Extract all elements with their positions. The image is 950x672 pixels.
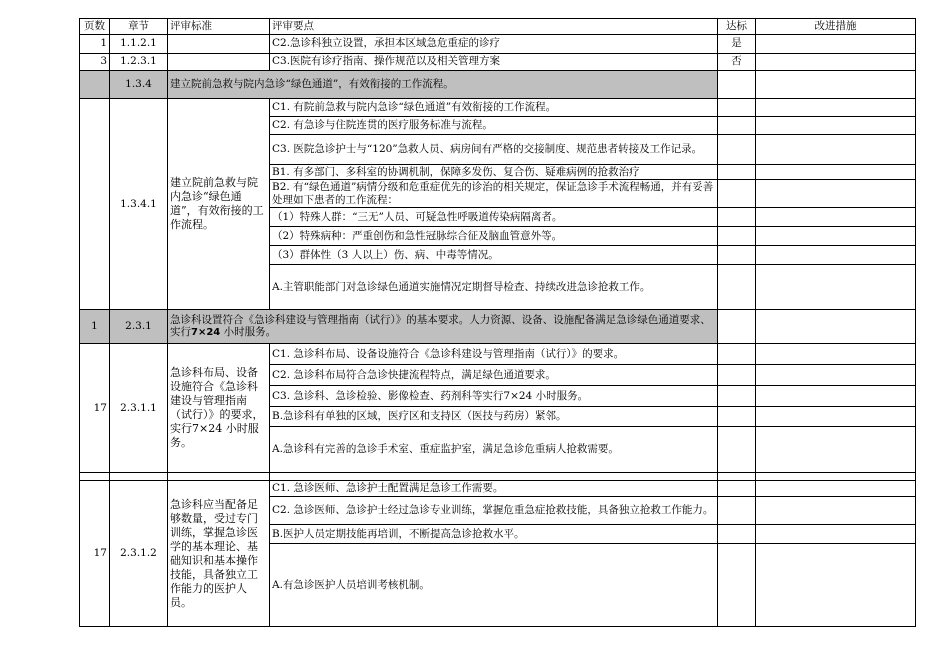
cell-point[interactable]: B1. 有多部门、多科室的协调机制，保障多发伤、复合伤、疑难病例的抢救治疗: [270, 164, 718, 180]
cell-improve[interactable]: [756, 208, 916, 227]
cell-chapter[interactable]: 1.2.3.1: [110, 53, 168, 70]
cell-standard[interactable]: [168, 53, 270, 70]
cell-improve[interactable]: [756, 164, 916, 180]
cell-improve[interactable]: [756, 525, 916, 544]
cell-met[interactable]: [718, 265, 756, 310]
cell-improve[interactable]: [756, 98, 916, 116]
cell-improve[interactable]: [756, 427, 916, 473]
cell-improve[interactable]: [756, 246, 916, 265]
header-points[interactable]: 评审要点: [270, 19, 718, 35]
cell-improve[interactable]: [756, 34, 916, 53]
cell-improve[interactable]: [756, 386, 916, 407]
cell-improve[interactable]: [756, 365, 916, 386]
cell-point[interactable]: A.有急诊医护人员培训考核机制。: [270, 544, 718, 627]
cell-chapter[interactable]: 2.3.1: [110, 310, 168, 344]
cell-chapter[interactable]: 2.3.1.1: [110, 344, 168, 473]
header-row: [80, 19, 916, 35]
cell-improve[interactable]: [756, 227, 916, 246]
cell-met[interactable]: [718, 497, 756, 525]
cell-point[interactable]: C3. 医院急诊护士与“120”急救人员、病房间有严格的交接制度、规范患者转接及工作记录。: [270, 134, 718, 164]
cell-page[interactable]: [80, 98, 110, 310]
cell-met[interactable]: [718, 481, 756, 497]
cell-standard[interactable]: 急诊科布局、设备设施符合《急诊科建设与管理指南（试行）》的要求，实行7×24 小时服务。: [168, 344, 270, 473]
table-row: [80, 344, 916, 365]
cell-standard[interactable]: 急诊科应当配备足够数量，受过专门训练，掌握急诊医学的基本理论、基础知识和基本操作技能，具备独立工作能力的医护人员。: [168, 481, 270, 627]
cell-met[interactable]: [718, 365, 756, 386]
cell-chapter[interactable]: 1.1.2.1: [110, 34, 168, 53]
cell-point[interactable]: A.急诊科有完善的急诊手术室、重症监护室，满足急诊危重病人抢救需要。: [270, 427, 718, 473]
cell-point[interactable]: A.主管职能部门对急诊绿色通道实施情况定期督导检查、持续改进急诊抢救工作。: [270, 265, 718, 310]
cell-point[interactable]: C1. 急诊科布局、设备设施符合《急诊科建设与管理指南（试行）》的要求。: [270, 344, 718, 365]
section-row: [80, 310, 916, 344]
cell-point[interactable]: （1）特殊人群：“三无”人员、可疑急性呼吸道传染病隔离者。: [270, 208, 718, 227]
cell-met[interactable]: [718, 180, 756, 208]
cell-improve[interactable]: [756, 53, 916, 70]
cell-chapter[interactable]: 2.3.1.2: [110, 481, 168, 627]
cell-point[interactable]: C2.急诊科独立设置，承担本区域急危重症的诊疗: [270, 34, 718, 53]
header-improve[interactable]: 改进措施: [756, 19, 916, 35]
cell-improve[interactable]: [756, 497, 916, 525]
cell-met[interactable]: [718, 344, 756, 365]
section-title-bold: 7×24: [191, 327, 221, 338]
cell-met[interactable]: [718, 227, 756, 246]
cell-improve[interactable]: [756, 344, 916, 365]
cell-page[interactable]: [80, 70, 110, 98]
cell-met[interactable]: [718, 246, 756, 265]
review-sheet: [79, 18, 916, 627]
cell-improve[interactable]: [756, 70, 916, 98]
cell-met[interactable]: [718, 164, 756, 180]
cell-met[interactable]: [718, 407, 756, 427]
table-row: [80, 34, 916, 53]
cell-page[interactable]: 3: [80, 53, 110, 70]
cell-improve[interactable]: [756, 481, 916, 497]
cell-improve[interactable]: [756, 544, 916, 627]
cell-met[interactable]: [718, 208, 756, 227]
cell-page[interactable]: 17: [80, 481, 110, 627]
cell-improve[interactable]: [756, 134, 916, 164]
cell-met[interactable]: [718, 116, 756, 134]
cell-improve[interactable]: [756, 116, 916, 134]
cell-met[interactable]: [718, 134, 756, 164]
cell-chapter[interactable]: 1.3.4: [110, 70, 168, 98]
section-title[interactable]: 建立院前急救与院内急诊“绿色通道”，有效衔接的工作流程。: [168, 70, 718, 98]
cell-improve[interactable]: [756, 265, 916, 310]
header-met[interactable]: 达标: [718, 19, 756, 35]
cell-point[interactable]: B2. 有“绿色通道”病情分级和危重症优先的诊治的相关规定，保证急诊手术流程畅通，并有妥善处理如下患者的工作流程：: [270, 180, 718, 208]
cell-page[interactable]: 1: [80, 34, 110, 53]
cell-improve[interactable]: [756, 407, 916, 427]
cell-met[interactable]: [718, 427, 756, 473]
cell-standard[interactable]: [168, 34, 270, 53]
header-page[interactable]: 页数: [80, 19, 110, 35]
section-title-text: 急诊科设置符合《急诊科建设与管理指南（试行）》的基本要求。人力资源、设备、设施配备满足急诊绿色通道要求、实行: [170, 313, 711, 338]
cell-met[interactable]: [718, 386, 756, 407]
section-title[interactable]: [168, 310, 718, 344]
cell-improve[interactable]: [756, 180, 916, 208]
cell-point[interactable]: C3.医院有诊疗指南、操作规范以及相关管理方案: [270, 53, 718, 70]
cell-met[interactable]: [718, 310, 756, 344]
cell-point[interactable]: C2. 急诊医师、急诊护士经过急诊专业训练，掌握危重急症抢救技能，具备独立抢救工作能力。: [270, 497, 718, 525]
cell-improve[interactable]: [756, 310, 916, 344]
cell-met[interactable]: [718, 70, 756, 98]
section-row: [80, 70, 916, 98]
table-row: [80, 98, 916, 116]
cell-met[interactable]: [718, 544, 756, 627]
cell-point[interactable]: B.急诊科有单独的区域，医疗区和支持区（医技与药房）紧邻。: [270, 407, 718, 427]
cell-chapter[interactable]: 1.3.4.1: [110, 98, 168, 310]
spacer-row: [80, 473, 916, 481]
cell-point[interactable]: C2. 急诊科布局符合急诊快捷流程特点，满足绿色通道要求。: [270, 365, 718, 386]
cell-standard[interactable]: 建立院前急救与院内急诊“绿色通道”，有效衔接的工作流程。: [168, 98, 270, 310]
cell-page[interactable]: 17: [80, 344, 110, 473]
cell-met[interactable]: [718, 525, 756, 544]
table-row: [80, 481, 916, 497]
cell-met[interactable]: 否: [718, 53, 756, 70]
cell-page[interactable]: 1: [80, 310, 110, 344]
table-row: [80, 53, 916, 70]
cell-point[interactable]: C3. 急诊科、急诊检验、影像检查、药剂科等实行7×24 小时服务。: [270, 386, 718, 407]
cell-point[interactable]: B.医护人员定期技能再培训，不断提高急诊抢救水平。: [270, 525, 718, 544]
cell-point[interactable]: （3）群体性（3 人以上）伤、病、中毒等情况。: [270, 246, 718, 265]
header-standard[interactable]: 评审标准: [168, 19, 270, 35]
header-chapter[interactable]: 章节: [110, 19, 168, 35]
cell-point[interactable]: C2. 有急诊与住院连贯的医疗服务标准与流程。: [270, 116, 718, 134]
cell-met[interactable]: [718, 98, 756, 116]
cell-point[interactable]: C1. 有院前急救与院内急诊“绿色通道”有效衔接的工作流程。: [270, 98, 718, 116]
cell-point[interactable]: （2）特殊病种：严重创伤和急性冠脉综合征及脑血管意外等。: [270, 227, 718, 246]
cell-met[interactable]: 是: [718, 34, 756, 53]
cell-point[interactable]: C1. 急诊医师、急诊护士配置满足急诊工作需要。: [270, 481, 718, 497]
section-title-text: 小时服务。: [220, 326, 277, 338]
